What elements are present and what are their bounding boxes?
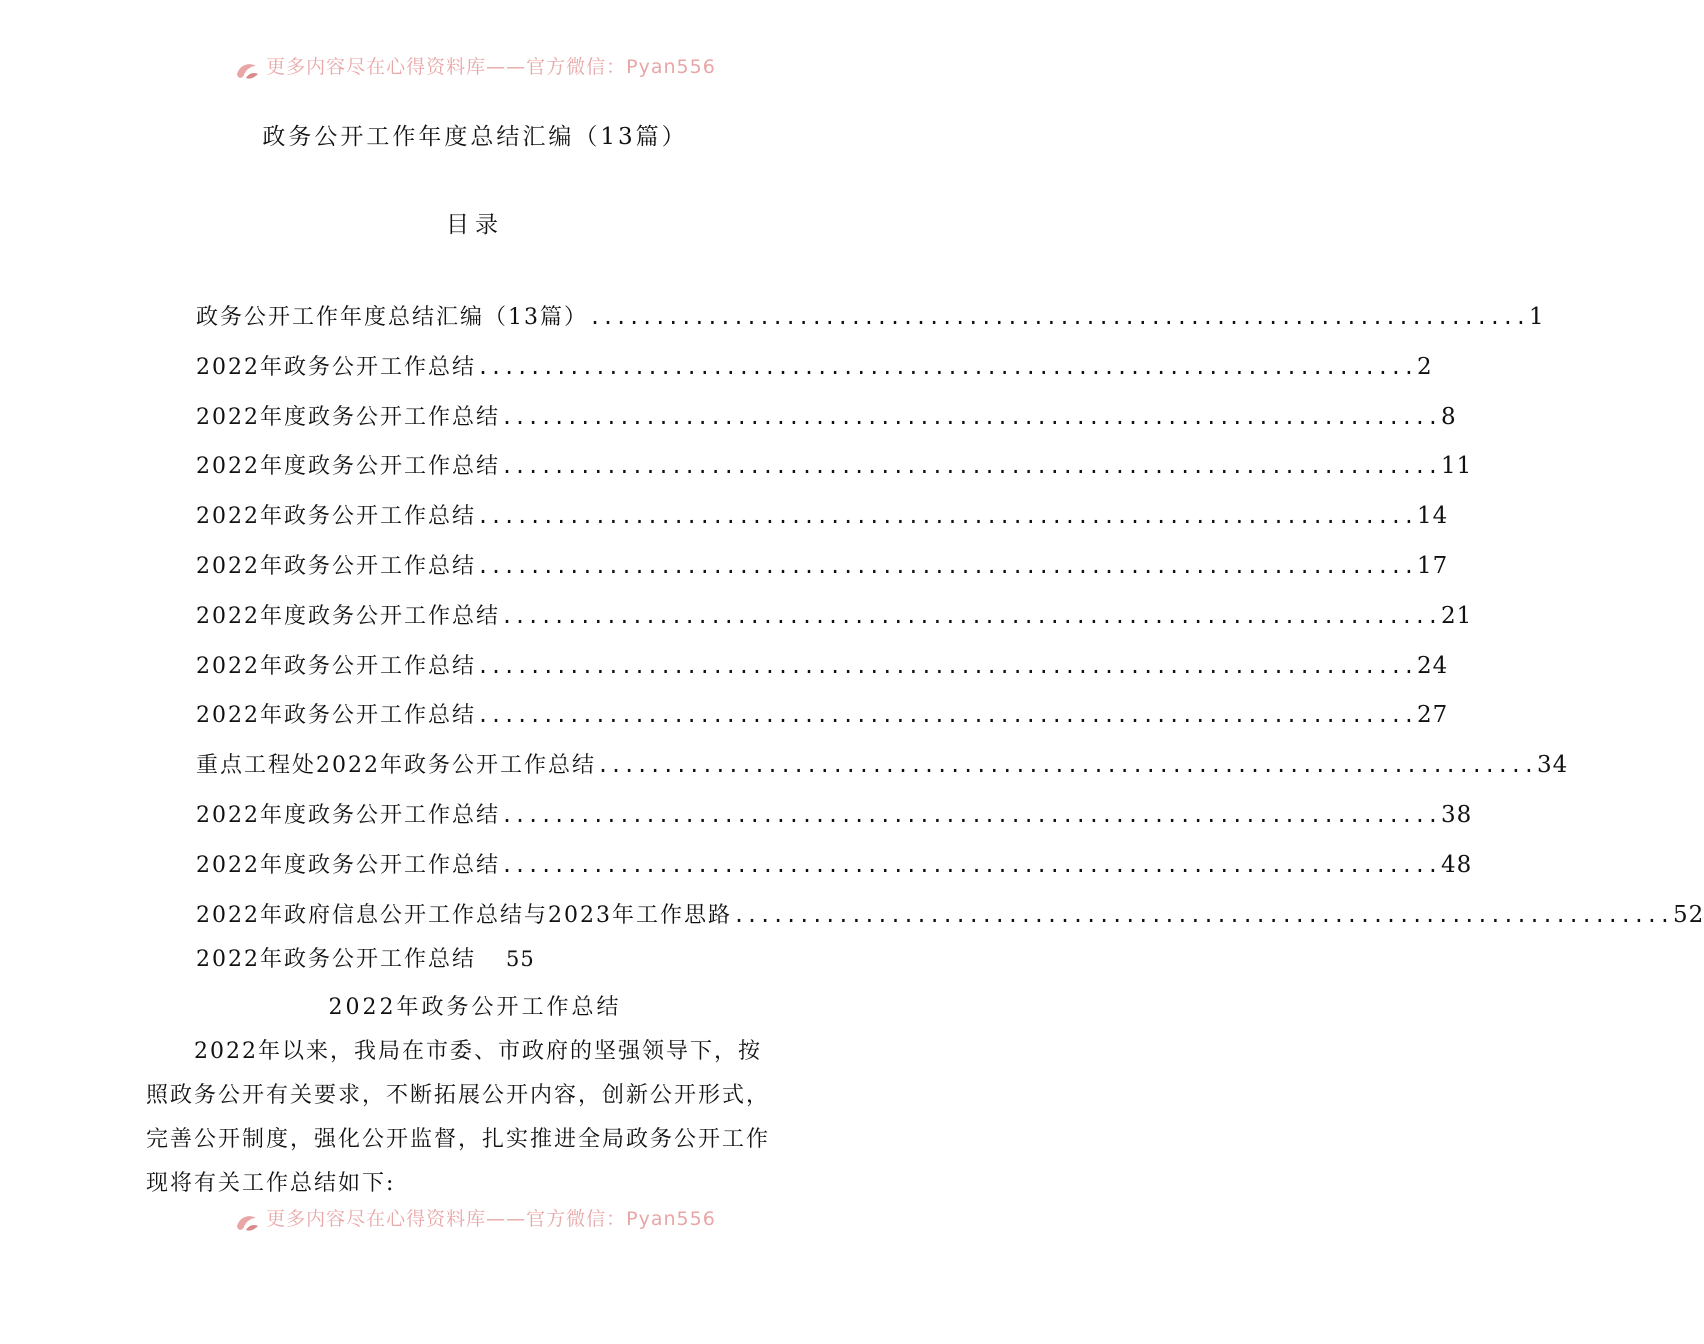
toc-entry-title: 2022年度政务公开工作总结 (196, 404, 500, 430)
toc-entry-title: 2022年度政务公开工作总结 (196, 802, 500, 828)
logo-icon (234, 60, 260, 82)
toc-entry-page: 55 (506, 947, 535, 971)
toc-entry[interactable] (196, 350, 1433, 400)
toc-leader-dots: ........................................................................ (589, 305, 1528, 329)
paragraph-line: 现将有关工作总结如下: (146, 1171, 396, 1196)
toc-entry[interactable] (196, 449, 1473, 499)
watermark-text: 更多内容尽在心得资料库——官方微信：Pyan556 (266, 1207, 716, 1230)
toc-leader-dots: ........................................................................ (501, 603, 1440, 628)
toc-entry-title: 2022年政务公开工作总结 (196, 504, 476, 530)
toc-entry[interactable] (196, 300, 1545, 350)
logo-icon (234, 1212, 260, 1234)
toc-entry-page: 14 (1416, 503, 1449, 530)
toc-entry-title: 2022年度政务公开工作总结 (196, 852, 500, 878)
watermark-bottom (0, 1208, 950, 1238)
toc-entry[interactable] (196, 599, 1473, 649)
toc-entry-page: 11 (1440, 453, 1473, 480)
toc-entry[interactable] (196, 499, 1449, 549)
toc-entry-title: 2022年政府信息公开工作总结与2023年工作思路 (196, 902, 732, 928)
table-of-contents (196, 300, 1704, 947)
watermark-top (0, 56, 950, 86)
toc-entry-page: 1 (1528, 304, 1545, 330)
paragraph-line: 照政务公开有关要求，不断拓展公开内容，创新公开形式， (146, 1083, 771, 1108)
toc-leader-dots: ........................................................................ (732, 902, 1672, 927)
document-title: 政务公开工作年度总结汇编（13篇） (262, 124, 688, 150)
toc-leader-dots: ........................................................................ (477, 504, 1416, 529)
toc-entry-page: 21 (1440, 602, 1473, 629)
toc-entry-page: 17 (1416, 552, 1449, 579)
toc-entry-title: 2022年政务公开工作总结 (196, 553, 476, 579)
toc-leader-dots: ........................................................................ (477, 653, 1416, 678)
paragraph-line: 完善公开制度，强化公开监督，扎实推进全局政务公开工作 (146, 1127, 771, 1152)
toc-leader-dots: ........................................................................ (501, 852, 1440, 877)
toc-heading: 目录 (446, 212, 504, 238)
toc-leader-dots: ........................................................................ (477, 703, 1416, 728)
toc-entry-title: 政务公开工作年度总结汇编（13篇） (196, 305, 588, 330)
body-paragraph (146, 1030, 808, 1206)
toc-entry[interactable] (196, 400, 1457, 450)
toc-entry[interactable] (196, 698, 1449, 748)
toc-leader-dots: ........................................................................ (501, 802, 1440, 827)
toc-leader-dots: ........................................................................ (501, 404, 1440, 429)
toc-leader-dots: ........................................................................ (477, 553, 1416, 578)
toc-entry-title: 2022年度政务公开工作总结 (196, 454, 500, 480)
toc-entry-last[interactable] (196, 942, 535, 973)
toc-leader-dots: ........................................................................ (501, 454, 1440, 479)
toc-entry-page: 34 (1536, 752, 1569, 779)
toc-entry-title: 2022年政务公开工作总结 (196, 703, 476, 729)
toc-entry[interactable] (196, 848, 1473, 898)
toc-leader-dots: ........................................................................ (597, 753, 1536, 778)
watermark-text: 更多内容尽在心得资料库——官方微信：Pyan556 (266, 55, 716, 78)
toc-entry-page: 38 (1440, 801, 1473, 828)
toc-entry-title: 2022年度政务公开工作总结 (196, 603, 500, 629)
toc-entry-page: 24 (1416, 652, 1449, 679)
toc-entry-title: 2022年政务公开工作总结 (196, 653, 476, 679)
toc-leader-dots: ........................................................................ (477, 354, 1416, 379)
toc-entry-page: 8 (1440, 403, 1457, 430)
paragraph-line: 2022年以来，我局在市委、市政府的坚强领导下，按 (146, 1039, 762, 1064)
toc-entry-title: 重点工程处2022年政务公开工作总结 (196, 753, 596, 779)
toc-entry-page: 52 (1672, 901, 1704, 928)
toc-entry-page: 48 (1440, 851, 1473, 878)
toc-entry[interactable] (196, 748, 1569, 798)
toc-entry[interactable] (196, 549, 1449, 599)
section-title: 2022年政务公开工作总结 (328, 995, 622, 1020)
toc-entry-title: 2022年政务公开工作总结 (196, 354, 476, 380)
toc-entry-page: 2 (1416, 353, 1433, 380)
toc-entry[interactable] (196, 798, 1473, 848)
toc-entry-title: 2022年政务公开工作总结 (196, 947, 476, 972)
toc-entry[interactable] (196, 649, 1449, 699)
toc-entry-page: 27 (1416, 702, 1449, 729)
toc-entry[interactable] (196, 898, 1704, 948)
